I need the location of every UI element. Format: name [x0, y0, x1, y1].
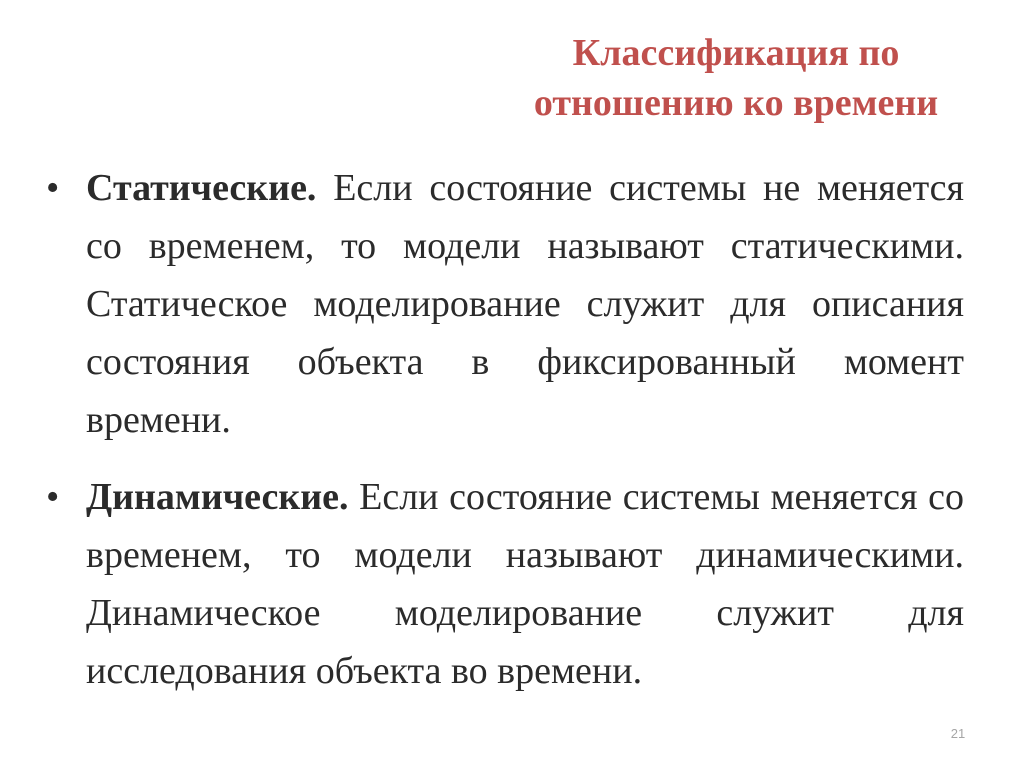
slide-number: 21: [950, 726, 966, 741]
slide-title-line-2: отношению ко времени: [533, 82, 939, 124]
bullet-list: [46, 159, 964, 700]
bullet-text-static: Если состояние системы не меняется со временем, то модели называют статическими. Статическое моделирование служит для описания состояния объекта в фиксированный момент времени.: [86, 167, 964, 441]
bullet-term-static: Статические.: [86, 167, 317, 209]
bullet-static: [46, 159, 964, 449]
slide-title: [460, 28, 1012, 128]
bullet-dot-icon: •: [46, 167, 60, 209]
bullet-term-dynamic: Динамические.: [86, 476, 349, 518]
slide-title-line-1: Классификация по: [572, 32, 900, 74]
bullet-text-dynamic: Если состояние системы меняется со временем, то модели называют динамическими. Динамическое моделирование служит для исследования объекта во времени.: [86, 476, 964, 692]
bullet-dynamic: [46, 468, 964, 700]
bullet-dot-icon: •: [46, 476, 60, 518]
